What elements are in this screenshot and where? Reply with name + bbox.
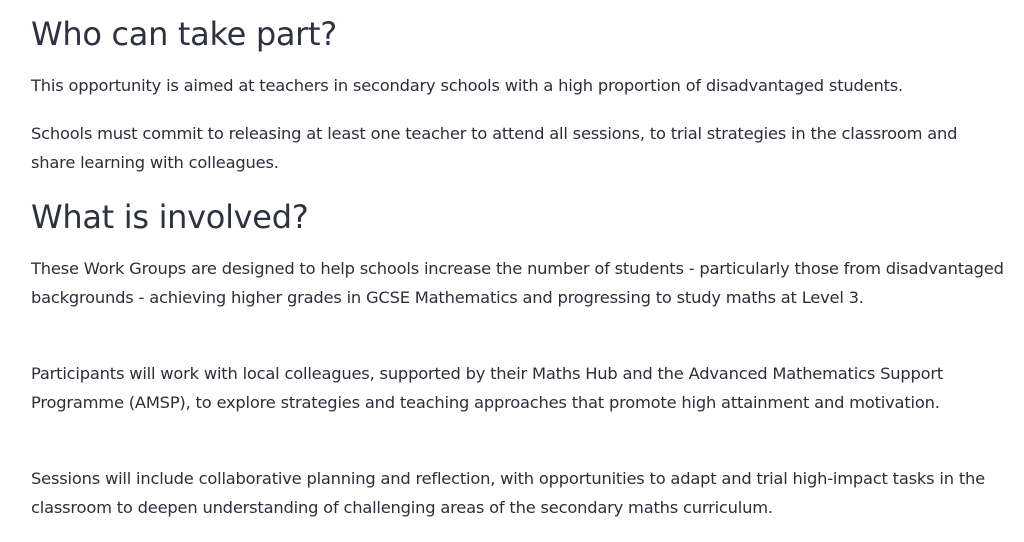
paragraph-participants: Participants will work with local colleagues, supported by their Maths Hub and the Advanced Mathematics Support Programme (AMSP), to explore strategies and teaching approaches that promote high attainment and motivation.: [31, 364, 944, 412]
paragraph-school-commitment: Schools must commit to releasing at least one teacher to attend all sessions, to trial strategies in the classroom and share learning with colleagues.: [31, 124, 958, 172]
section-heading-what-is-involved: What is involved?: [31, 198, 309, 236]
paragraph-work-groups-purpose: These Work Groups are designed to help schools increase the number of students - particularly those from disadvantaged backgrounds - achieving higher grades in GCSE Mathematics and progressing to study maths at Level 3.: [31, 259, 1004, 307]
paragraph-target-audience: This opportunity is aimed at teachers in secondary schools with a high proportion of disadvantaged students.: [31, 76, 904, 95]
paragraph-sessions: Sessions will include collaborative planning and reflection, with opportunities to adapt and trial high-impact tasks in the classroom to deepen understanding of challenging areas of the secondary maths curriculum.: [31, 469, 985, 517]
section-heading-who-can-take-part: Who can take part?: [31, 15, 337, 53]
